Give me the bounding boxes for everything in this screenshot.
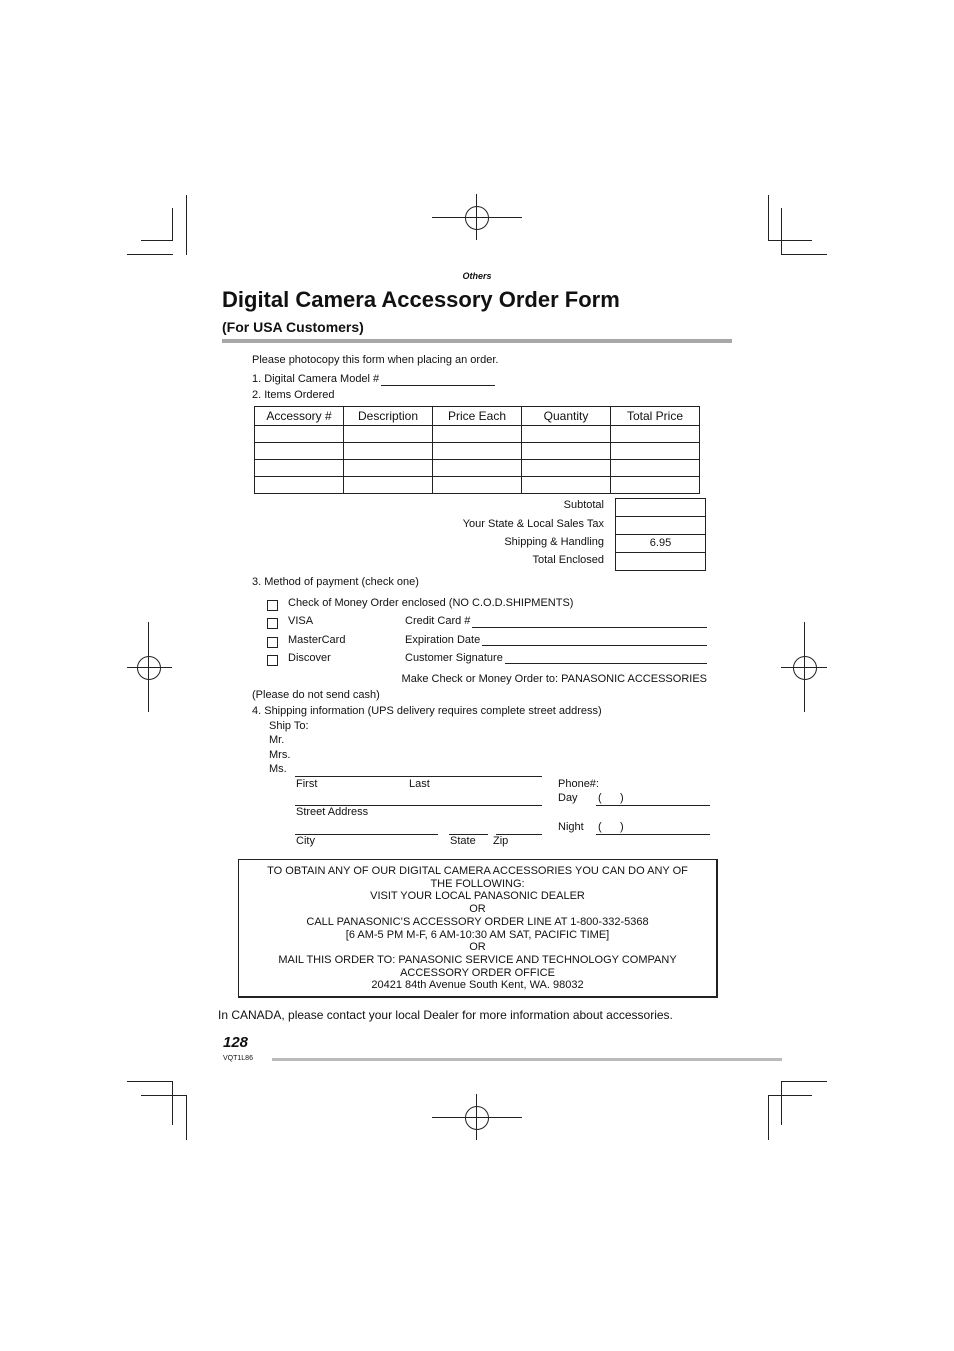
notice-line: VISIT YOUR LOCAL PANASONIC DEALER: [370, 890, 585, 903]
table-row: [255, 443, 700, 460]
notice-line: [6 AM-5 PM M-F, 6 AM-10:30 AM SAT, PACIFIC TIME]: [345, 928, 610, 941]
night-area-code: ( ): [598, 821, 624, 833]
table-cell[interactable]: [255, 460, 344, 477]
col-total-price: Total Price: [611, 407, 700, 426]
table-cell[interactable]: [522, 443, 611, 460]
col-quantity: Quantity: [522, 407, 611, 426]
table-cell[interactable]: [344, 477, 433, 494]
last-name-label: Last: [409, 778, 430, 790]
table-row: [255, 460, 700, 477]
step-payment-label: 3. Method of payment (check one): [252, 576, 419, 588]
mastercard-checkbox[interactable]: [267, 637, 278, 648]
title-rule: [222, 339, 732, 343]
expiration-line[interactable]: [482, 645, 707, 646]
name-line[interactable]: [295, 776, 542, 777]
day-phone-line[interactable]: [596, 805, 710, 806]
credit-card-label: Credit Card #: [405, 615, 471, 627]
no-cash-text: (Please do not send cash): [252, 689, 380, 701]
check-checkbox[interactable]: [267, 600, 278, 611]
mastercard-label: MasterCard: [288, 634, 346, 646]
first-name-label: First: [296, 778, 318, 790]
footer-rule: [272, 1058, 782, 1061]
night-phone-line[interactable]: [596, 834, 710, 835]
tax-box[interactable]: [615, 516, 706, 535]
notice-line: TO OBTAIN ANY OF OUR DIGITAL CAMERA ACCESSORIES YOU CAN DO ANY OF: [267, 865, 688, 877]
ordering-notice-box: [238, 859, 718, 998]
table-cell[interactable]: [344, 426, 433, 443]
phone-label: Phone#:: [558, 778, 599, 790]
table-cell[interactable]: [611, 443, 700, 460]
street-label: Street Address: [296, 806, 369, 818]
table-cell[interactable]: [255, 426, 344, 443]
page-number: 128: [223, 1034, 249, 1051]
step-model-label: 1. Digital Camera Model #: [252, 373, 380, 385]
ship-to-label: Ship To:: [269, 720, 309, 732]
visa-label: VISA: [288, 615, 314, 627]
shipping-label: Shipping & Handling: [504, 536, 604, 548]
section-label: Others: [462, 271, 492, 281]
notice-line: THE FOLLOWING:: [430, 877, 525, 890]
day-area-code: ( ): [598, 792, 624, 804]
table-cell[interactable]: [433, 443, 522, 460]
table-cell[interactable]: [433, 426, 522, 443]
table-cell[interactable]: [344, 443, 433, 460]
notice-line: CALL PANASONIC’S ACCESSORY ORDER LINE AT 1-800-332-5368: [306, 915, 649, 928]
table-cell[interactable]: [344, 460, 433, 477]
zip-label: Zip: [493, 835, 509, 847]
mrs-label: Mrs.: [269, 749, 291, 761]
discover-label: Discover: [288, 652, 331, 664]
table-row: [255, 426, 700, 443]
intro-text: Please photocopy this form when placing an order.: [252, 354, 499, 366]
table-cell[interactable]: [611, 426, 700, 443]
table-cell[interactable]: [255, 443, 344, 460]
day-label: Day: [558, 792, 578, 804]
page-title: Digital Camera Accessory Order Form: [222, 287, 620, 312]
table-header-row: [255, 407, 700, 426]
model-field-line[interactable]: [381, 385, 495, 386]
table-cell[interactable]: [522, 477, 611, 494]
ms-label: Ms.: [269, 763, 287, 775]
canada-note: In CANADA, please contact your local Dealer for more information about accessories.: [218, 1008, 673, 1022]
expiration-label: Expiration Date: [405, 634, 481, 646]
table-cell[interactable]: [522, 460, 611, 477]
notice-line: ACCESSORY ORDER OFFICE: [400, 966, 555, 979]
night-label: Night: [558, 821, 584, 833]
state-label: State: [450, 835, 476, 847]
city-line[interactable]: [295, 834, 438, 835]
table-cell[interactable]: [522, 426, 611, 443]
notice-line: MAIL THIS ORDER TO: PANASONIC SERVICE AND TECHNOLOGY COMPANY: [278, 953, 677, 966]
credit-card-line[interactable]: [472, 627, 707, 628]
table-row: [255, 477, 700, 494]
discover-checkbox[interactable]: [267, 655, 278, 666]
notice-line: OR: [469, 903, 486, 916]
signature-line[interactable]: [505, 663, 707, 664]
table-cell[interactable]: [433, 460, 522, 477]
col-price-each: Price Each: [433, 407, 522, 426]
table-cell[interactable]: [255, 477, 344, 494]
step-items-label: 2. Items Ordered: [252, 389, 335, 401]
total-box[interactable]: [615, 552, 706, 571]
items-table: [254, 406, 700, 494]
notice-line: OR: [469, 941, 486, 954]
table-cell[interactable]: [611, 477, 700, 494]
table-cell[interactable]: [433, 477, 522, 494]
signature-label: Customer Signature: [405, 652, 503, 664]
total-label: Total Enclosed: [532, 554, 604, 566]
subtotal-box[interactable]: [615, 498, 706, 517]
doc-code: VQT1L86: [223, 1055, 253, 1062]
col-accessory: Accessory #: [255, 407, 344, 426]
visa-checkbox[interactable]: [267, 618, 278, 629]
table-cell[interactable]: [611, 460, 700, 477]
city-label: City: [296, 835, 315, 847]
tax-label: Your State & Local Sales Tax: [462, 518, 604, 530]
mr-label: Mr.: [269, 734, 285, 746]
page-subtitle: (For USA Customers): [222, 319, 364, 335]
shipping-box[interactable]: 6.95: [615, 534, 706, 553]
subtotal-label: Subtotal: [563, 499, 604, 511]
check-label: Check of Money Order enclosed (NO C.O.D.SHIPMENTS): [288, 597, 574, 609]
col-description: Description: [344, 407, 433, 426]
notice-line: 20421 84th Avenue South Kent, WA. 98032: [371, 979, 584, 992]
step-shipping-label: 4. Shipping information (UPS delivery requires complete street address): [252, 705, 602, 717]
payable-text: Make Check or Money Order to: PANASONIC ACCESSORIES: [401, 673, 707, 685]
